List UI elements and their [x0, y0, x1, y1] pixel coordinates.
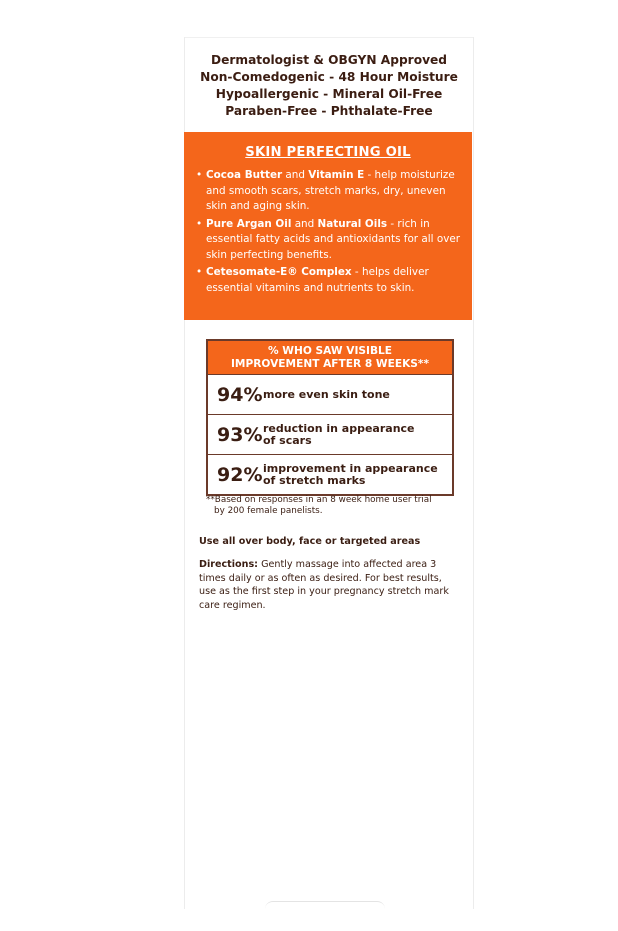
- benefit-text: - help moisturize and smooth scars, stretch marks, dry, uneven skin and aging skin.: [206, 169, 455, 212]
- directions: [199, 558, 457, 612]
- stats-header-line: IMPROVEMENT AFTER 8 WEEKS**: [230, 358, 429, 370]
- ingredient-name: Vitamin E: [308, 169, 365, 181]
- panel-bottom-notch: [265, 901, 385, 910]
- bullet-icon: •: [196, 217, 203, 230]
- stat-percentage: 92%: [217, 463, 263, 486]
- claim-line: Non-Comedogenic - 48 Hour Moisture: [200, 70, 458, 84]
- table-row: [208, 374, 452, 414]
- footnote-line: by 200 female panelists.: [214, 506, 323, 516]
- stats-header-line: % WHO SAW VISIBLE: [267, 345, 393, 357]
- footnote: [206, 495, 450, 517]
- benefit-text: - helps deliver essential vitamins and nutrients to skin.: [206, 266, 429, 294]
- claim-line: Hypoallergenic - Mineral Oil-Free: [215, 87, 443, 101]
- stat-description-line: improvement in appearance: [263, 461, 438, 475]
- stat-percentage: 94%: [217, 383, 263, 406]
- directions-text: Gently massage into affected area 3 times daily or as often as desired. For best results, use as the first step in your pregnancy stretch mark care regimen.: [199, 559, 449, 611]
- stat-description-line: reduction in appearance: [263, 421, 415, 435]
- stats-header: [208, 341, 452, 374]
- panel-top-edge: [185, 37, 473, 38]
- list-item: [196, 168, 468, 215]
- usage-areas: Use all over body, face or targeted areas: [199, 536, 421, 547]
- stat-description: [263, 463, 438, 487]
- stat-description-line: more even skin tone: [263, 387, 390, 401]
- stat-description: [263, 423, 415, 447]
- claim-line: Paraben-Free - Phthalate-Free: [225, 104, 433, 118]
- claim-line: Dermatologist & OBGYN Approved: [210, 53, 447, 67]
- stat-description-line: of scars: [263, 433, 312, 447]
- joiner-text: and: [282, 169, 309, 181]
- claims-block: [185, 52, 473, 120]
- ingredient-name: Natural Oils: [317, 217, 388, 230]
- stat-description-line: of stretch marks: [263, 473, 366, 487]
- benefit-list: [196, 168, 468, 298]
- bullet-icon: •: [196, 266, 203, 278]
- stat-description: [263, 389, 390, 401]
- ingredient-name: Pure Argan Oil: [206, 217, 292, 230]
- joiner-text: and: [291, 217, 318, 230]
- stat-percentage: 93%: [217, 423, 263, 446]
- skin-perfecting-oil-section: [184, 132, 472, 320]
- list-item: [196, 265, 468, 296]
- improvement-stats-table: [206, 339, 454, 496]
- bullet-icon: •: [196, 169, 203, 181]
- ingredient-name: Cetesomate-E® Complex: [206, 266, 352, 278]
- footnote-line: **Based on responses in an 8 week home user trial: [206, 495, 432, 505]
- table-row: [208, 454, 452, 494]
- table-row: [208, 414, 452, 454]
- section-title: SKIN PERFECTING OIL: [245, 145, 411, 160]
- list-item: [196, 217, 468, 264]
- benefit-text: - rich in essential fatty acids and antioxidants for all over skin perfecting benefits.: [206, 217, 461, 261]
- directions-label: Directions:: [199, 559, 259, 570]
- ingredient-name: Cocoa Butter: [206, 169, 283, 181]
